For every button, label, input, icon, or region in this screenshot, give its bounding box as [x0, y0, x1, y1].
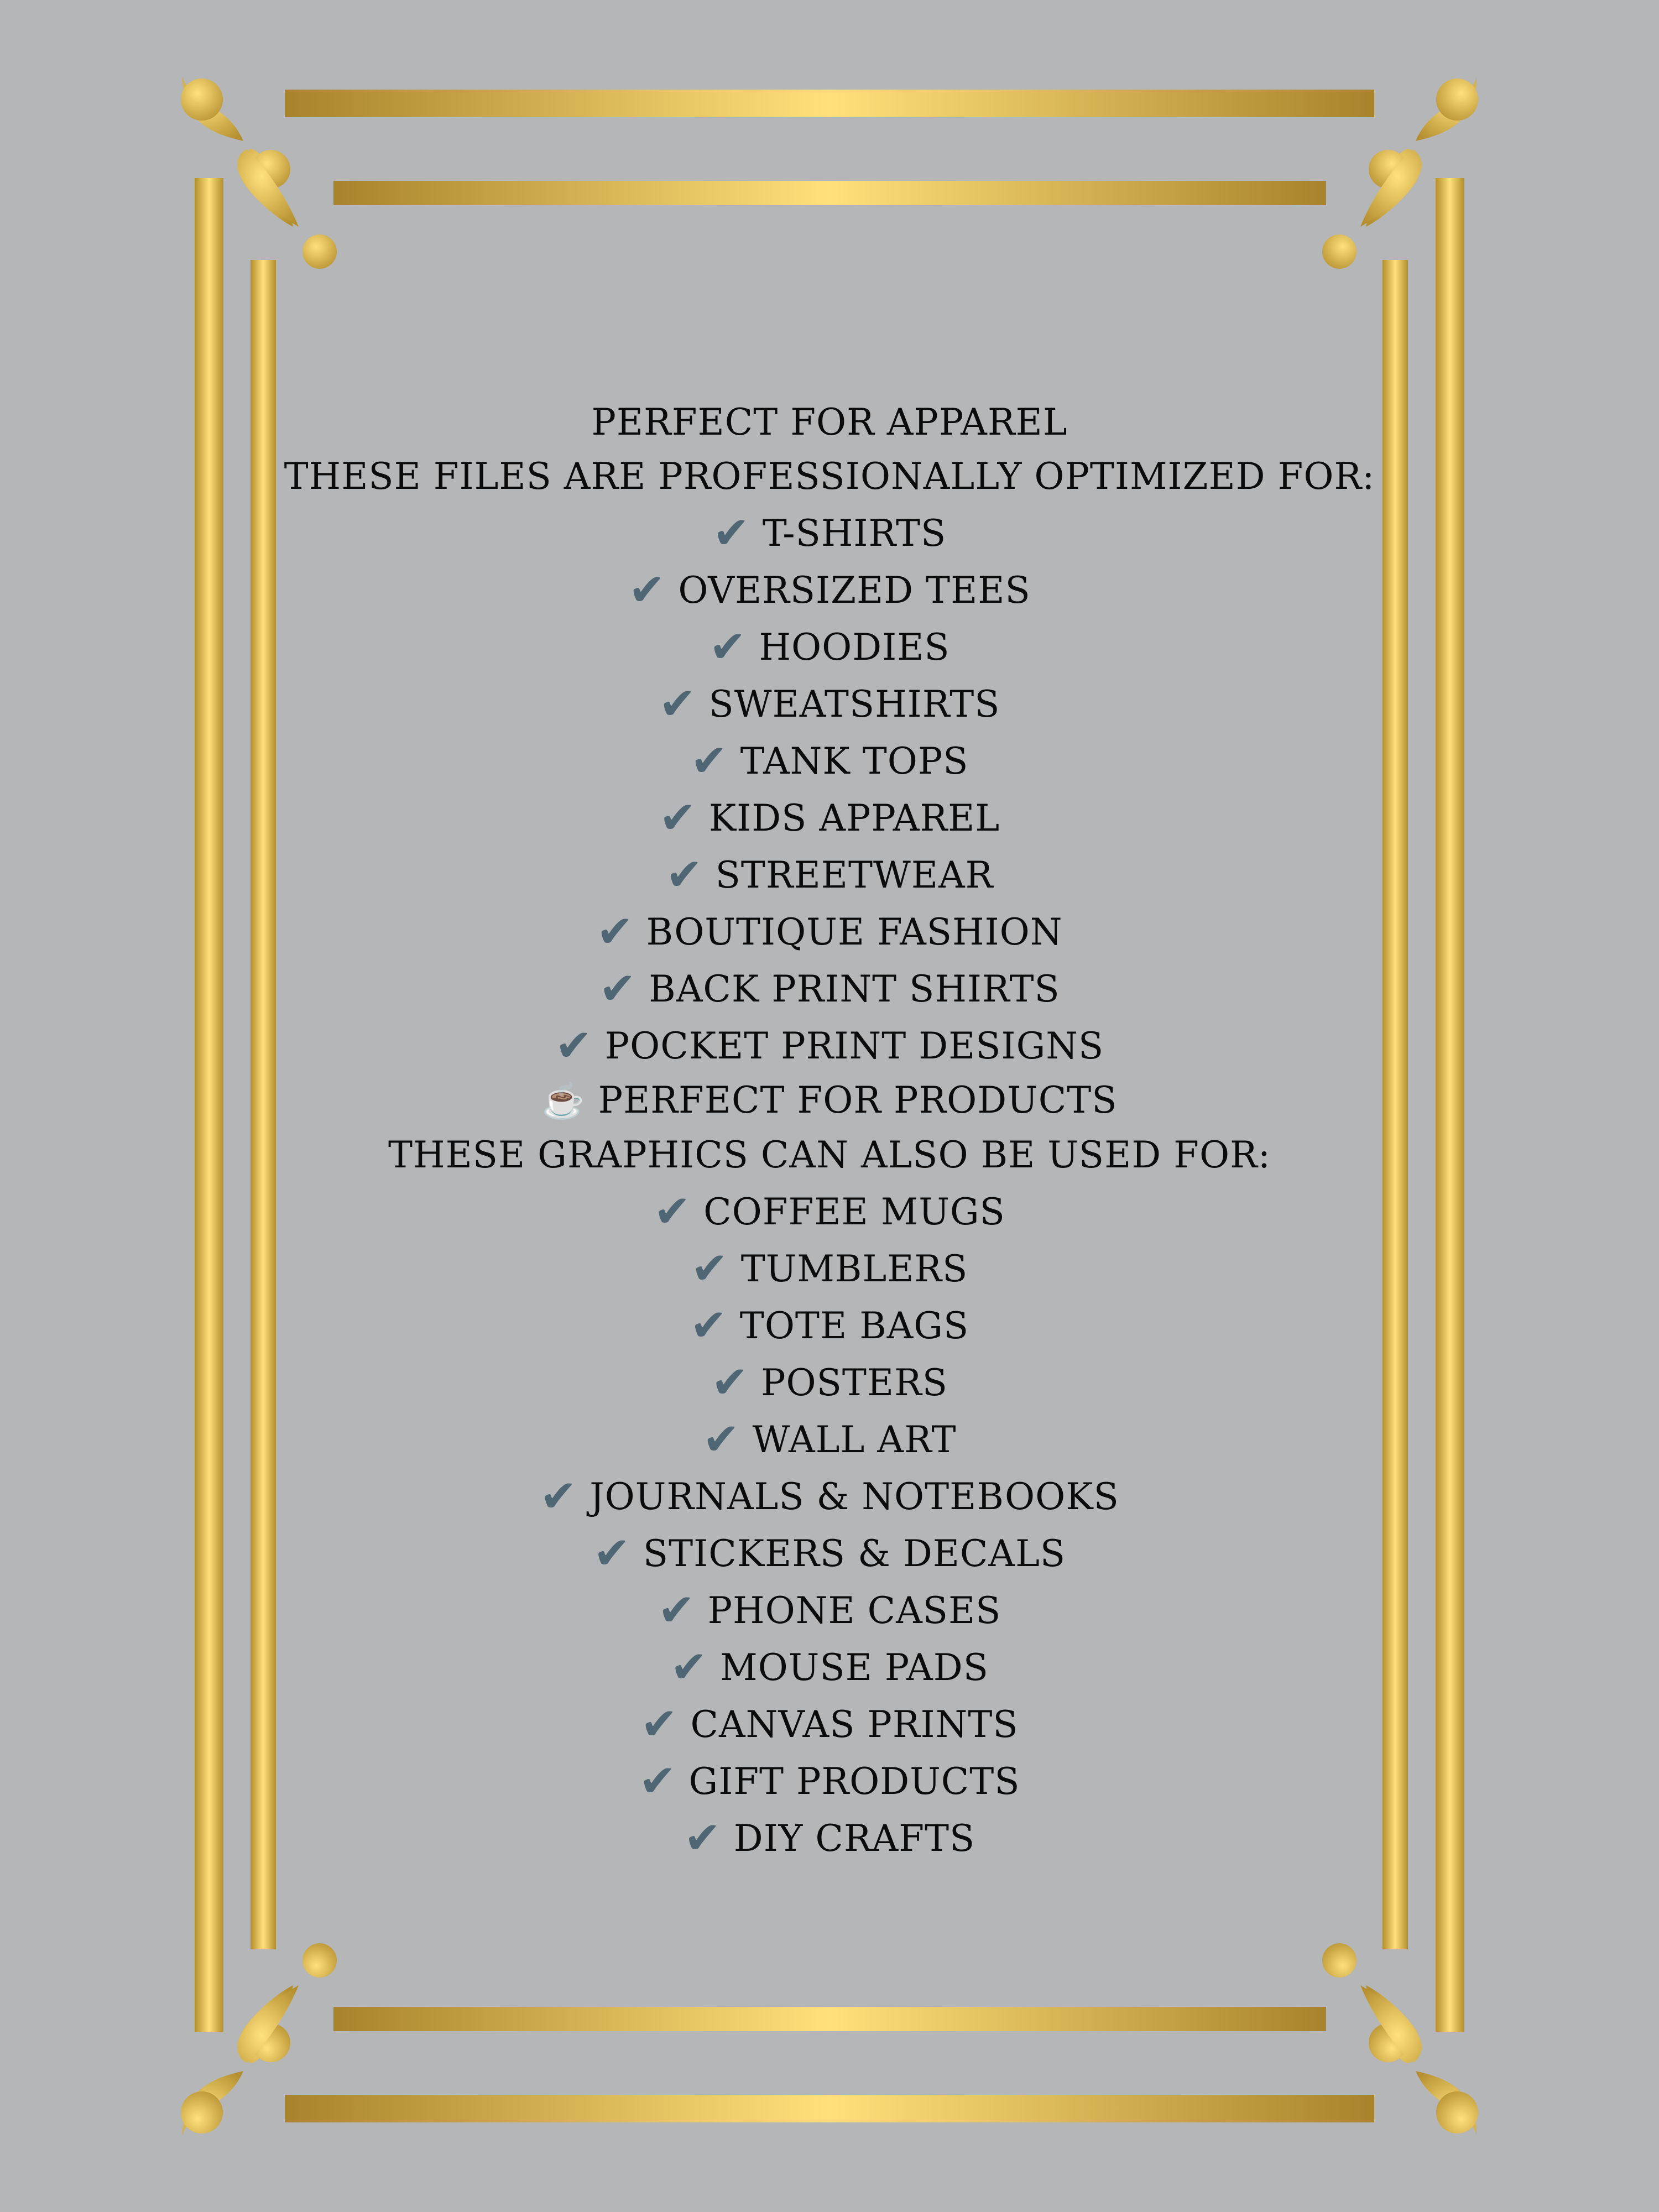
list-item [276, 902, 1383, 959]
list-item-label: MOUSE PADS [720, 1646, 989, 1689]
products-heading-row [276, 1073, 1383, 1128]
list-item [276, 1239, 1383, 1296]
list-item-label: POSTERS [761, 1361, 948, 1404]
list-item-label: COFFEE MUGS [703, 1191, 1005, 1233]
list-item [276, 504, 1383, 561]
list-item-label: BOUTIQUE FASHION [646, 911, 1063, 953]
check-icon: ✔ [599, 963, 637, 1014]
check-icon: ✔ [654, 1186, 692, 1237]
check-icon: ✔ [640, 1698, 679, 1750]
apparel-intro: THESE FILES ARE PROFESSIONALLY OPTIMIZED FOR: [284, 455, 1375, 498]
check-icon: ✔ [684, 1812, 722, 1864]
check-icon: ✔ [628, 564, 666, 615]
apparel-heading: PERFECT FOR APPAREL [591, 401, 1068, 444]
list-item [276, 1809, 1383, 1866]
list-item-label: DIY CRAFTS [733, 1817, 975, 1860]
coffee-cup-icon: ☕ [541, 1081, 585, 1121]
list-item [276, 1410, 1383, 1467]
apparel-list [276, 504, 1383, 1073]
list-item [276, 1467, 1383, 1524]
list-item-label: STICKERS & DECALS [643, 1532, 1066, 1575]
check-icon: ✔ [690, 735, 728, 786]
list-item-label: STREETWEAR [715, 854, 994, 896]
check-icon: ✔ [690, 1300, 728, 1351]
list-item-label: KIDS APPAREL [708, 797, 1000, 839]
list-item-label: PHONE CASES [707, 1589, 1001, 1632]
list-item-label: HOODIES [759, 626, 950, 669]
list-item [276, 846, 1383, 902]
list-item [276, 1638, 1383, 1695]
list-item [276, 618, 1383, 675]
products-list [276, 1182, 1383, 1866]
check-icon: ✔ [593, 1527, 631, 1579]
list-item [276, 1353, 1383, 1410]
check-icon: ✔ [596, 906, 634, 957]
list-item [276, 1752, 1383, 1809]
list-item-label: OVERSIZED TEES [678, 569, 1031, 612]
list-item-label: TUMBLERS [740, 1248, 968, 1290]
list-item-label: TANK TOPS [740, 740, 969, 782]
list-item [276, 1296, 1383, 1353]
check-icon: ✔ [665, 849, 703, 900]
check-icon: ✔ [709, 621, 747, 672]
check-icon: ✔ [555, 1020, 593, 1071]
list-item-label: GIFT PRODUCTS [688, 1760, 1020, 1803]
products-heading: PERFECT FOR PRODUCTS [598, 1079, 1118, 1121]
list-item [276, 959, 1383, 1016]
check-icon: ✔ [702, 1413, 740, 1465]
list-item-label: BACK PRINT SHIRTS [649, 968, 1060, 1010]
check-icon: ✔ [659, 792, 697, 843]
list-item-label: POCKET PRINT DESIGNS [604, 1025, 1104, 1067]
list-item [276, 675, 1383, 732]
list-item [276, 1581, 1383, 1638]
feature-list [276, 395, 1383, 1866]
list-item [276, 1695, 1383, 1752]
check-icon: ✔ [670, 1641, 708, 1693]
list-item [276, 1182, 1383, 1239]
list-item-label: CANVAS PRINTS [690, 1703, 1019, 1746]
list-item [276, 732, 1383, 789]
list-item-label: TOTE BAGS [739, 1305, 969, 1347]
check-icon: ✔ [540, 1470, 578, 1522]
list-item-label: SWEATSHIRTS [708, 683, 1000, 726]
check-icon: ✔ [658, 1584, 696, 1636]
list-item-label: JOURNALS & NOTEBOOKS [589, 1475, 1119, 1518]
list-item-label: T-SHIRTS [762, 512, 947, 555]
list-item [276, 561, 1383, 618]
list-item-label: WALL ART [752, 1418, 957, 1461]
list-item [276, 1016, 1383, 1073]
list-item [276, 789, 1383, 846]
check-icon: ✔ [659, 678, 697, 729]
check-icon: ✔ [711, 1357, 749, 1408]
list-item [276, 1524, 1383, 1581]
check-icon: ✔ [712, 507, 750, 559]
products-intro: THESE GRAPHICS CAN ALSO BE USED FOR: [388, 1134, 1271, 1176]
check-icon: ✔ [691, 1243, 729, 1294]
check-icon: ✔ [639, 1755, 677, 1807]
